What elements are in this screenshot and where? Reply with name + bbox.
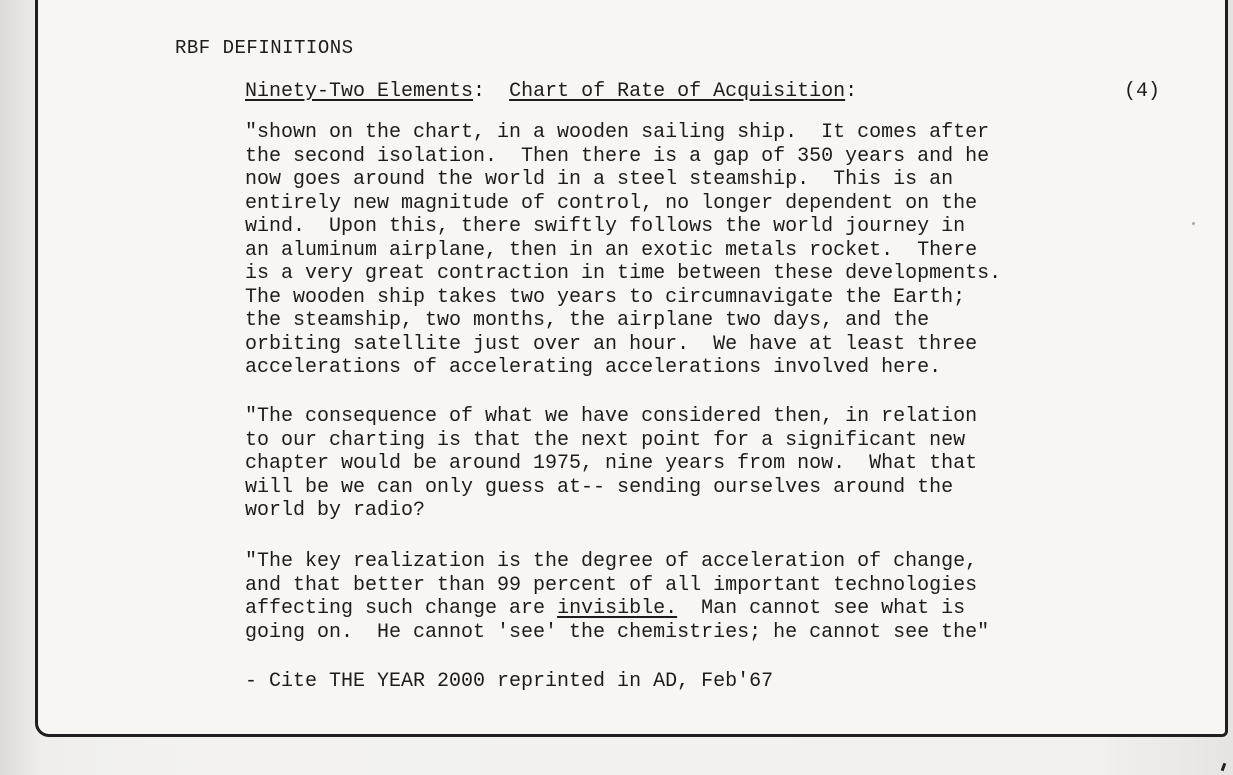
text-line: world by radio? [245,499,426,522]
topic-title: Ninety-Two Elements [245,80,474,103]
text-line: "The consequence of what we have considered then, in relation [245,405,978,428]
text-line: orbiting satellite just over an hour. We have at least three [245,332,978,356]
page-number: (4) [1123,80,1160,103]
text-fragment: Man cannot see what is [677,597,966,620]
text-line [245,597,1145,621]
paper-speck [1192,222,1195,225]
text-line: going on. He cannot 'see' the chemistries; he cannot see the" [245,620,990,644]
text-line: to our charting is that the next point for a significant new [245,428,966,452]
quote-paragraph [245,550,1145,644]
chart-title: Chart of Rate of Acquisition [509,80,846,103]
text-line: the steamship, two months, the airplane two days, and the [245,309,930,332]
citation: - Cite THE YEAR 2000 reprinted in AD, Feb'67 [245,670,774,693]
text-line: and that better than 99 percent of all important technologies [245,573,978,597]
text-line: the second isolation. Then there is a gap of 350 years and he [245,144,990,168]
text-fragment: affecting such change are [245,597,558,620]
subheader-colon: : [845,80,858,103]
text-line: entirely new magnitude of control, no longer dependent on the [245,191,978,215]
text-line: "The key realization is the degree of acceleration of change, [245,550,978,573]
text-line: wind. Upon this, there swiftly follows the world journey in [245,215,966,238]
document-subheader [245,80,1160,103]
text-line: will be we can only guess at-- sending ourselves around the [245,475,954,499]
text-line: is a very great contraction in time between these developments. [245,262,1002,285]
text-line: chapter would be around 1975, nine years from now. What that [245,452,978,475]
quote-paragraph [245,121,1145,380]
document-header: RBF DEFINITIONS [175,37,354,59]
quote-paragraph [245,405,1145,523]
text-line: "shown on the chart, in a wooden sailing ship. It comes after [245,121,990,144]
underlined-word: invisible. [557,597,678,620]
text-line: now goes around the world in a steel steamship. This is an [245,168,954,191]
subheader-separator: : [473,80,510,103]
text-line: accelerations of accelerating accelerations involved here. [245,356,942,379]
text-line: an aluminum airplane, then in an exotic metals rocket. There [245,238,978,262]
document-card [35,0,1228,737]
text-line: The wooden ship takes two years to circumnavigate the Earth; [245,285,966,309]
